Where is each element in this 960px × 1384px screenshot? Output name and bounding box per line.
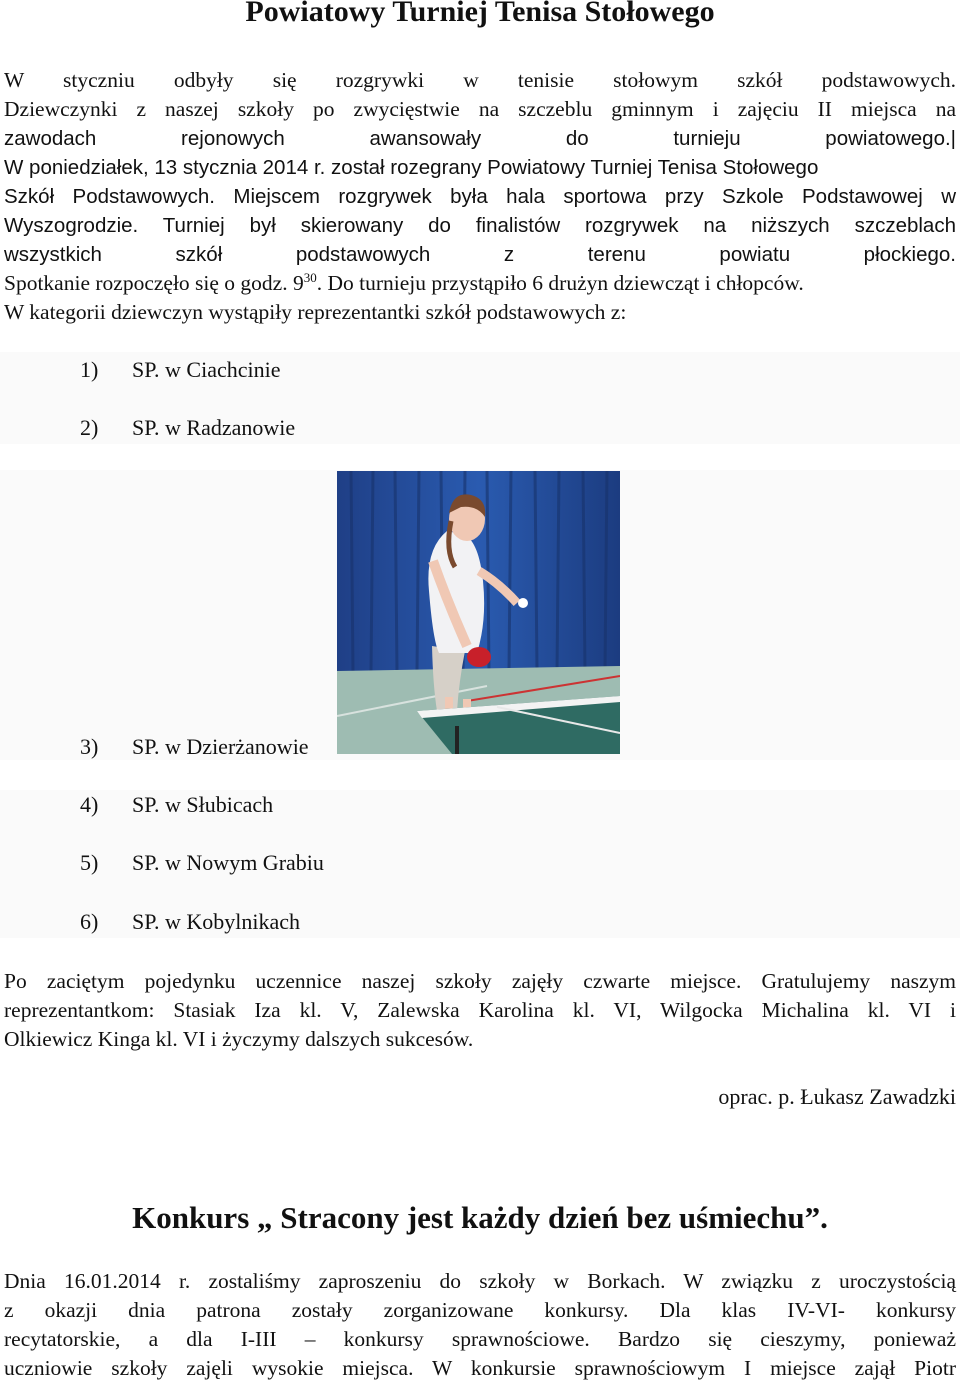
result-paragraph	[4, 967, 956, 1054]
list-item: 2) SP. w Radzanowie	[80, 415, 296, 440]
text-line: W styczniu odbyły się rozgrywki w tenisie stołowym szkół podstawowych.	[4, 68, 956, 92]
konkurs-paragraph	[4, 1267, 956, 1383]
author-signature: oprac. p. Łukasz Zawadzki	[718, 1084, 956, 1109]
list-item: 6) SP. w Kobylnikach	[80, 909, 301, 934]
text-line: z okazji dnia patrona zostały zorganizowane konkursy. Dla klas IV-VI- konkursy	[4, 1298, 956, 1322]
list-item: 3) SP. w Dzierżanowie	[80, 734, 309, 759]
text-line: Szkół Podstawowych. Miejscem rozgrywek była hala sportowa przy Szkole Podstawowej w	[4, 185, 956, 208]
text-line: Olkiewicz Kinga kl. VI i życzymy dalszych sukcesów.	[4, 1027, 474, 1051]
section-heading: Konkurs „ Stracony jest każdy dzień bez uśmiechu”.	[132, 1200, 828, 1235]
text-line: W kategorii dziewczyn wystąpiły reprezentantki szkół podstawowych z:	[4, 300, 627, 324]
text-line: uczniowie szkoły zajęli wysokie miejsca. W konkursie sprawnościowym I miejsce zajął Piotr	[4, 1356, 956, 1380]
table-tennis-photo	[337, 471, 620, 754]
list-item: 4) SP. w Słubicach	[80, 792, 274, 817]
text-line: Wyszogrodzie. Turniej był skierowany do finalistów rozgrywek na niższych szczeblach	[4, 214, 956, 237]
text-line: zawodach rejonowych awansowały do turnieju powiatowego.|	[4, 127, 956, 150]
text-line: W poniedziałek, 13 stycznia 2014 r. został rozegrany Powiatowy Turniej Tenisa Stołowego	[4, 156, 819, 179]
text-line: reprezentantkom: Stasiak Iza kl. V, Zalewska Karolina kl. VI, Wilgocka Michalina kl. VI i	[4, 998, 956, 1022]
text-line: recytatorskie, a dla I-III – konkursy sprawnościowe. Bardzo się cieszymy, ponieważ	[4, 1327, 956, 1351]
text-line: wszystkich szkół podstawowych z terenu powiatu płockiego.	[4, 243, 956, 266]
list-item: 1) SP. w Ciachcinie	[80, 357, 281, 382]
text-line: Dnia 16.01.2014 r. zostaliśmy zaproszeniu do szkoły w Borkach. W związku z uroczystością	[4, 1269, 956, 1293]
article-title: Powiatowy Turniej Tenisa Stołowego	[245, 0, 715, 28]
list-item: 5) SP. w Nowym Grabiu	[80, 850, 324, 875]
text-line: Po zaciętym pojedynku uczennice naszej szkoły zajęły czwarte miejsce. Gratulujemy naszym	[4, 969, 956, 993]
intro-paragraph	[4, 66, 956, 327]
text-line: Spotkanie rozpoczęło się o godz. $9^{30}$. Do turnieju przystąpiło 6 drużyn dziewcząt i chłopców.	[4, 269, 804, 295]
table-tennis-illustration	[337, 471, 620, 754]
text-line: Dziewczynki z naszej szkoły po zwycięstwie na szczeblu gminnym i zajęciu II miejsca na	[4, 97, 956, 121]
